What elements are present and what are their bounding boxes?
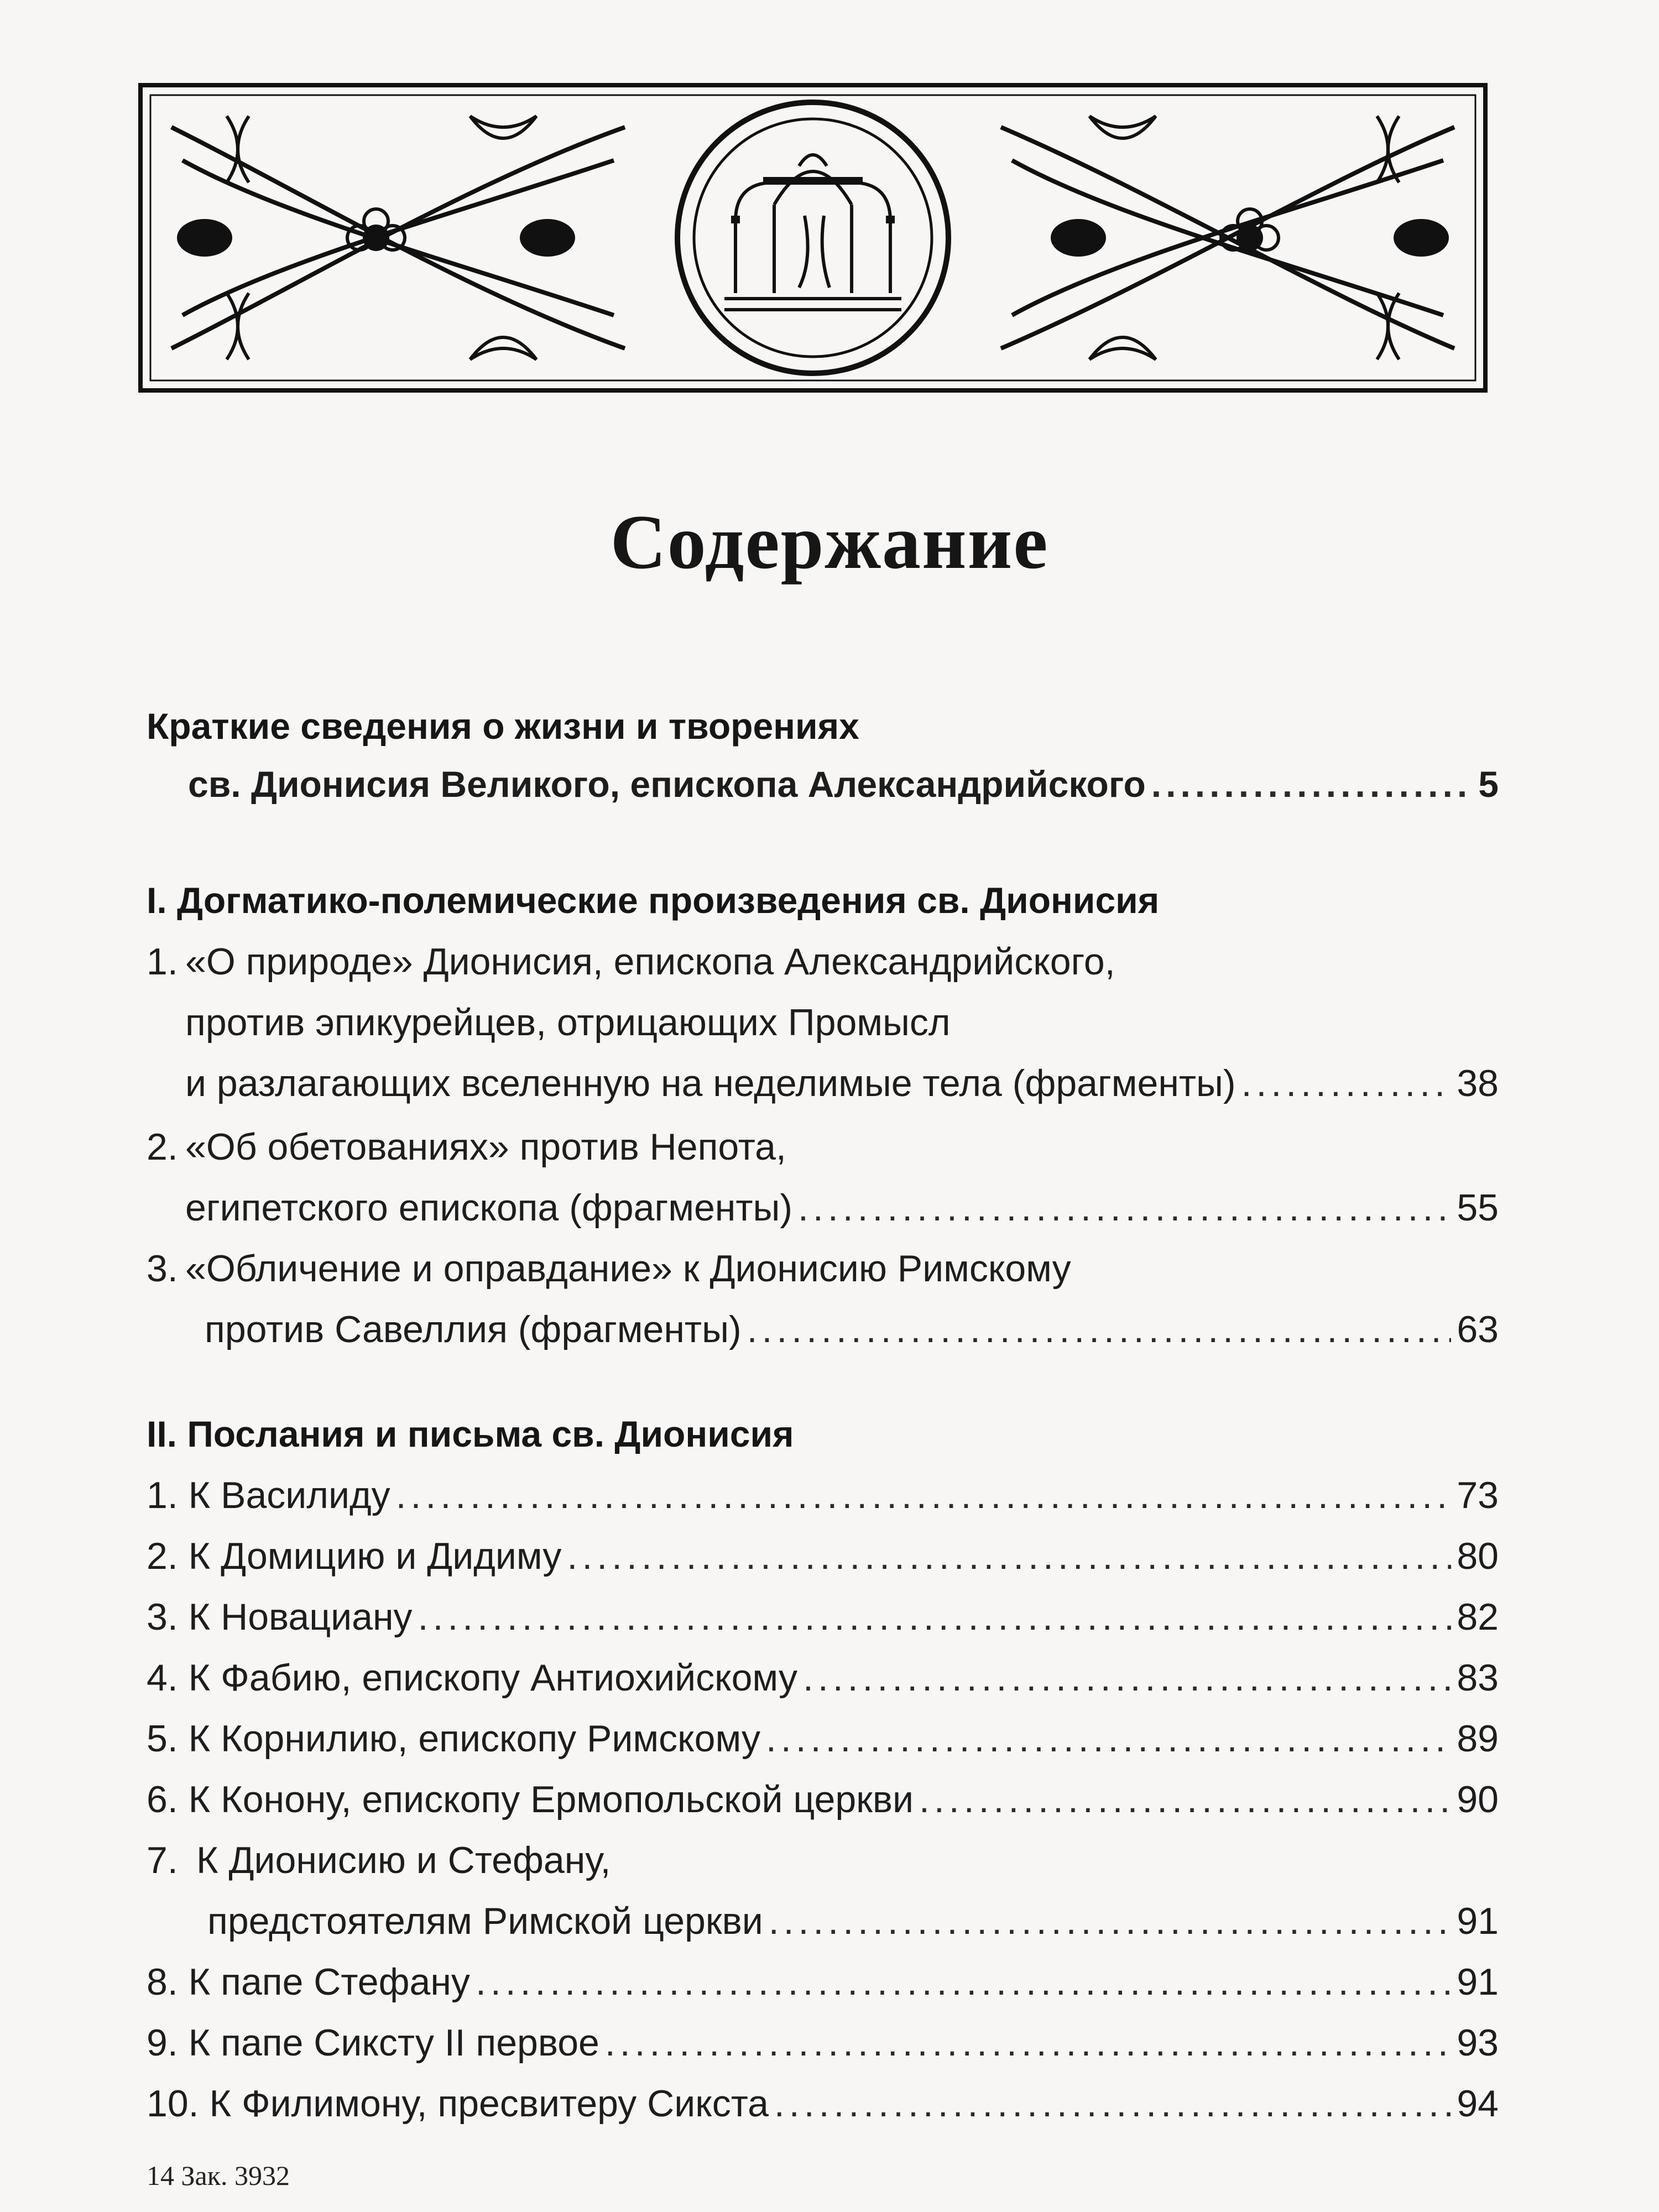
- section-2-heading: II. Послания и письма св. Дионисия: [147, 1413, 794, 1454]
- toc-item: [147, 2021, 1499, 2064]
- leader-dots: [396, 1474, 1452, 1517]
- toc-item-title: К Фабию, епископу Антиохийскому: [188, 1657, 797, 1699]
- toc-item-title: К Новациану: [188, 1596, 413, 1638]
- toc-item: [147, 1656, 1499, 1699]
- toc-item-num: 1.: [147, 941, 178, 983]
- page-number: 5: [1478, 764, 1499, 805]
- toc-item: [147, 1474, 1499, 1517]
- toc-item-num: 2.: [147, 1535, 178, 1577]
- toc-item-title: К Домицию и Дидиму: [188, 1535, 562, 1577]
- page-number: 90: [1457, 1778, 1499, 1820]
- page-number: 55: [1457, 1187, 1499, 1229]
- intro-line-1: Краткие сведения о жизни и творениях: [147, 706, 859, 747]
- toc-item: [147, 1717, 1499, 1760]
- toc-item-num: 5.: [147, 1718, 178, 1760]
- leader-dots: [1241, 1062, 1452, 1105]
- toc-item-num: 1.: [147, 1474, 178, 1516]
- section-1-heading: I. Догматико-полемические произведения св. Дионисия: [147, 880, 1160, 921]
- leader-dots: [476, 1960, 1451, 2004]
- toc-item: [147, 2082, 1499, 2125]
- toc-item-num: 2.: [147, 1126, 178, 1168]
- leader-dots: [798, 1186, 1451, 1229]
- toc-item-num: 8.: [147, 1961, 178, 2003]
- toc-item: [147, 1960, 1499, 2004]
- page-number: 83: [1457, 1657, 1499, 1699]
- page-number: 80: [1457, 1535, 1499, 1577]
- leader-dots: [774, 2082, 1451, 2125]
- toc-item-title: К Филимону, пресвитеру Сикста: [209, 2083, 769, 2125]
- page-number: 93: [1457, 2022, 1499, 2064]
- page-number: 94: [1457, 2083, 1499, 2125]
- toc-item: [147, 1595, 1499, 1639]
- page-number: 91: [1457, 1900, 1499, 1942]
- toc-item-num: 7.: [147, 1839, 178, 1881]
- intro-entry: [188, 763, 1499, 805]
- leader-dots: [605, 2021, 1452, 2064]
- toc-item: [147, 1535, 1499, 1578]
- page-number: 38: [1457, 1062, 1499, 1104]
- toc-item-line: против Савеллия (фрагменты): [205, 1308, 742, 1350]
- ornamental-banner: [138, 83, 1488, 393]
- leader-dots: [747, 1308, 1452, 1351]
- toc-item-num: 4.: [147, 1657, 178, 1699]
- leader-dots: [567, 1535, 1451, 1578]
- printer-signature: 14 Зак. 3932: [147, 2160, 290, 2191]
- toc-item-line: «Об обетованиях» против Непота,: [185, 1126, 786, 1168]
- toc-item-title: К Конону, епископу Ермопольской церкви: [188, 1778, 914, 1820]
- toc-item-title: К папе Стефану: [188, 1961, 470, 2003]
- leader-dots: [803, 1656, 1451, 1699]
- page-number: 91: [1457, 1961, 1499, 2003]
- page-number: 73: [1457, 1474, 1499, 1516]
- toc-item: [205, 1308, 1499, 1351]
- toc-item-title: К Василиду: [188, 1474, 390, 1516]
- toc-item-num: 3.: [147, 1248, 178, 1290]
- page-number: 82: [1457, 1596, 1499, 1638]
- toc-item-line: египетского епископа (фрагменты): [185, 1187, 793, 1229]
- toc-item-line: против эпикурейцев, отрицающих Промысл: [185, 1001, 951, 1044]
- toc-item-line: «О природе» Дионисия, епископа Александрийского,: [185, 941, 1115, 983]
- toc-item: [147, 1778, 1499, 1821]
- toc-item-title-cont: предстоятелям Римской церкви: [207, 1900, 763, 1942]
- leader-dots: [1151, 763, 1473, 805]
- toc-item-line: и разлагающих вселенную на неделимые тела (фрагменты): [185, 1062, 1236, 1104]
- page-number: 63: [1457, 1308, 1499, 1350]
- page-number: 89: [1457, 1718, 1499, 1760]
- leader-dots: [769, 1900, 1452, 1943]
- leader-dots: [418, 1595, 1452, 1639]
- toc-item-num: 10.: [147, 2083, 199, 2125]
- toc-item-num: 3.: [147, 1596, 178, 1638]
- page-title: Содержание: [610, 499, 1049, 585]
- intro-line-2: св. Дионисия Великого, епископа Александрийского: [188, 764, 1146, 805]
- toc-item-num: 6.: [147, 1778, 178, 1820]
- toc-item-title: К папе Сиксту II первое: [188, 2022, 599, 2064]
- leader-dots: [766, 1717, 1451, 1760]
- toc-item: [185, 1186, 1499, 1229]
- leader-dots: [919, 1778, 1451, 1821]
- toc-item: [207, 1900, 1499, 1943]
- toc-item-line: «Обличение и оправдание» к Дионисию Римскому: [185, 1248, 1071, 1290]
- toc-item-num: 9.: [147, 2022, 178, 2064]
- toc-item: [185, 1062, 1499, 1105]
- toc-item-title: К Дионисию и Стефану,: [196, 1839, 611, 1881]
- toc-item-title: К Корнилию, епископу Римскому: [188, 1718, 760, 1760]
